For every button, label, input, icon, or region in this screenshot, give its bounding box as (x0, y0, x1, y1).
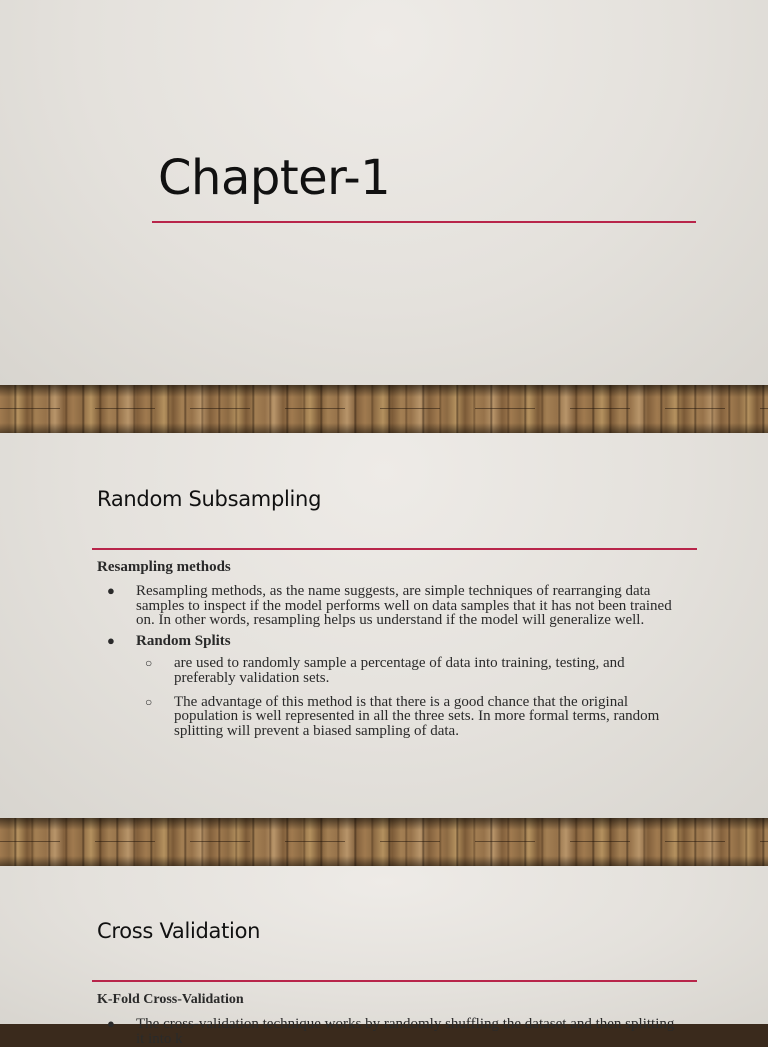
list-item-text: Random Splits (136, 632, 231, 649)
title-underline (152, 221, 696, 223)
title-underline (92, 548, 697, 550)
slide-body (97, 992, 677, 1047)
sub-list-item-text: are used to randomly sample a percentage of data into training, testing, and preferably validation sets. (174, 655, 625, 686)
subheading: K-Fold Cross-Validation (97, 992, 244, 1007)
list-item-text: The cross-validation technique works by randomly shuffling the dataset and then splitting it into k (136, 1016, 675, 1047)
title-underline (92, 980, 697, 982)
hollow-bullet-icon: ○ (145, 694, 153, 709)
list-item-text: Resampling methods, as the name suggests, are simple techniques of rearranging data samples to inspect if the model performs well on data samples that it has not been trained on. In other words, resampling helps us understand if the model will generalize well. (136, 583, 672, 629)
list-item (97, 634, 677, 649)
slide-body (97, 559, 677, 747)
slide-chapter-title (0, 0, 768, 385)
list-item (97, 1016, 677, 1047)
sub-list-item (97, 695, 677, 739)
slide-title: Random Subsampling (97, 487, 322, 511)
bullet-icon: ● (107, 632, 115, 648)
wood-floor-divider (0, 818, 768, 866)
sub-list-item-text: The advantage of this method is that there is a good chance that the original population is well represented in all the three sets. In more formal terms, random splitting will prevent a biased sampling of data. (174, 693, 660, 739)
hollow-bullet-icon: ○ (145, 656, 153, 671)
slide-title: Cross Validation (97, 919, 261, 943)
chapter-title: Chapter-1 (158, 150, 391, 206)
wood-floor-divider (0, 385, 768, 433)
list-item (97, 584, 677, 628)
bullet-icon: ● (107, 1016, 115, 1031)
sub-list-item (97, 656, 677, 685)
subheading: Resampling methods (97, 559, 231, 575)
bullet-icon: ● (107, 583, 115, 598)
slide-random-subsampling (0, 433, 768, 818)
slide-cross-validation (0, 866, 768, 1047)
